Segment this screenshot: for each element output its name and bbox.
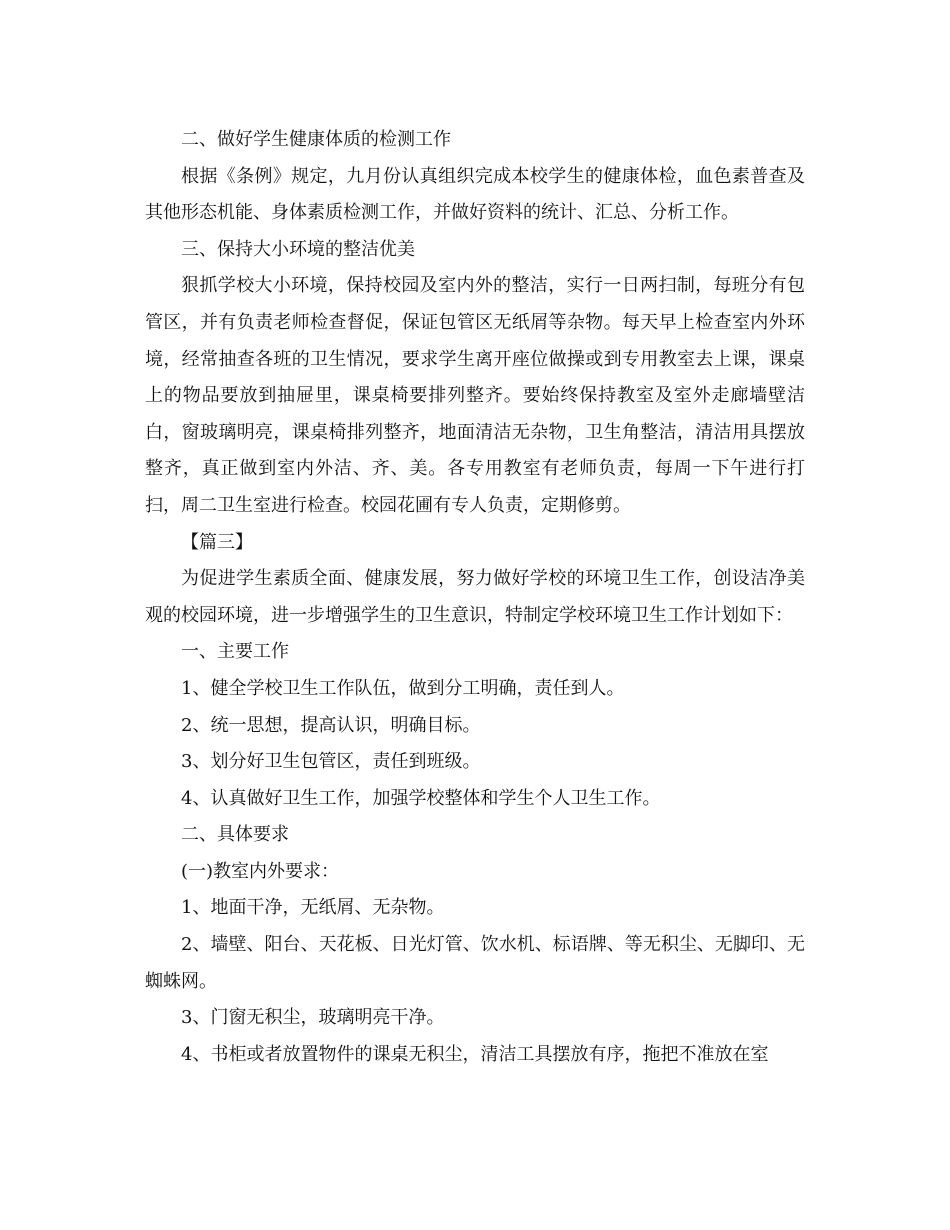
list-item-main-work-1: 1、健全学校卫生工作队伍，做到分工明确，责任到人。	[181, 677, 625, 699]
paragraph-health-check: 根据《条例》规定，九月份认真组织完成本校学生的健康体检，血色素普查及其他形态机能、身体素质检测工作，并做好资料的统计、汇总、分析工作。	[145, 165, 805, 224]
subsection-heading-classroom: (一)教室内外要求：	[181, 860, 340, 882]
list-item-classroom-2: 2、墙壁、阳台、天花板、日光灯管、饮水机、标语牌、等无积尘、无脚印、无蜘蛛网。	[145, 934, 805, 992]
section-heading-requirements: 二、具体要求	[181, 824, 289, 846]
section-heading-main-work: 一、主要工作	[181, 641, 289, 663]
list-item-main-work-2: 2、统一思想，提高认识，明确目标。	[181, 714, 481, 736]
section-heading-environment: 三、保持大小环境的整洁优美	[181, 238, 415, 260]
list-item-classroom-3: 3、门窗无积尘，玻璃明亮干净。	[181, 1007, 445, 1029]
section-heading-health-check: 二、做好学生健康体质的检测工作	[181, 129, 451, 150]
list-item-classroom-1: 1、地面干净，无纸屑、无杂物。	[181, 897, 445, 919]
chapter-heading-part-three: 【篇三】	[181, 531, 253, 553]
list-item-classroom-4: 4、书柜或者放置物件的课桌无积尘，清洁工具摆放有序，拖把不准放在室	[181, 1043, 769, 1065]
list-item-main-work-3: 3、划分好卫生包管区，责任到班级。	[181, 751, 481, 773]
paragraph-intro: 为促进学生素质全面、健康发展，努力做好学校的环境卫生工作，创设洁净美观的校园环境，进一步增强学生的卫生意识，特制定学校环境卫生工作计划如下：	[145, 568, 805, 626]
document-body	[145, 122, 805, 1073]
list-item-main-work-4: 4、认真做好卫生工作，加强学校整体和学生个人卫生工作。	[181, 787, 661, 809]
paragraph-environment: 狠抓学校大小环境，保持校园及室内外的整洁，实行一日两扫制，每班分有包管区，并有负责老师检查督促，保证包管区无纸屑等杂物。每天早上检查室内外环境，经常抽查各班的卫生情况，要求学生离开座位做操或到专用教室去上课，课桌上的物品要放到抽屉里，课桌椅要排列整齐。要始终保持教室及室外走廊墙壁洁白，窗玻璃明亮，课桌椅排列整齐，地面清洁无杂物，卫生角整洁，清洁用具摆放整齐，真正做到室内外洁、齐、美。各专用教室有老师负责，每周一下午进行打扫，周二卫生室进行检查。校园花圃有专人负责，定期修剪。	[145, 275, 805, 516]
